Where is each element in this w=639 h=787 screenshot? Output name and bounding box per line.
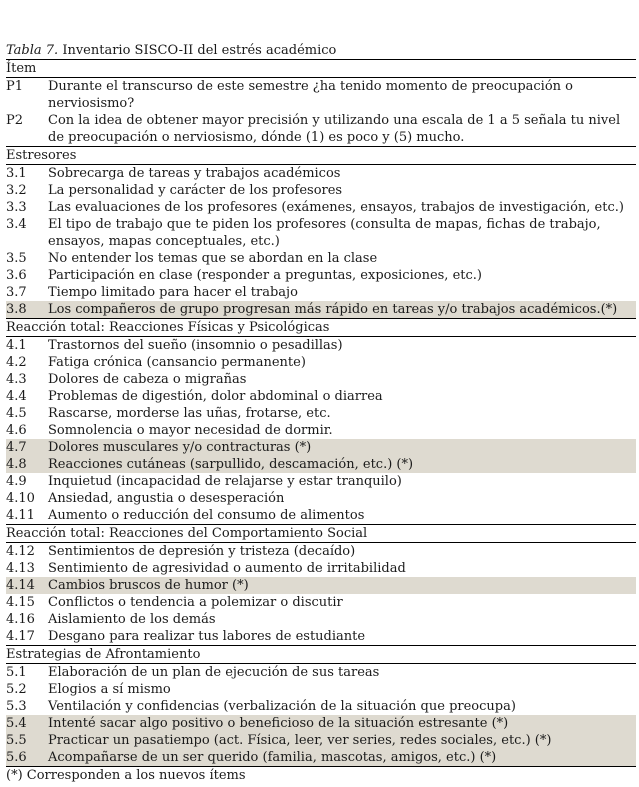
- item-text: Cambios bruscos de humor (*): [48, 578, 249, 593]
- table-caption: [6, 43, 636, 59]
- table-row: [6, 577, 636, 594]
- table-row: [6, 715, 636, 732]
- table-footnote: (*) Corresponden a los nuevos ítems: [6, 768, 246, 783]
- item-text: Sentimientos de depresión y tristeza (decaído): [48, 544, 356, 559]
- item-text: Intenté sacar algo positivo o beneficioso de la situación estresante (*): [48, 716, 509, 731]
- item-text: Fatiga crónica (cansancio permanente): [48, 355, 306, 370]
- item-text: Desgano para realizar tus labores de estudiante: [48, 629, 366, 644]
- item-number: 4.16: [6, 612, 35, 627]
- item-text: Practicar un pasatiempo (act. Física, leer, ver series, redes sociales, etc.) (*): [48, 733, 552, 748]
- section-heading: Estrategias de Afrontamiento: [6, 647, 201, 662]
- item-text: Conflictos o tendencia a polemizar o discutir: [48, 595, 343, 610]
- item-number: 5.5: [6, 733, 27, 748]
- item-text: Ansiedad, angustia o desesperación: [48, 491, 285, 506]
- item-number: 3.7: [6, 285, 27, 300]
- item-text: Elogios a sí mismo: [48, 682, 171, 697]
- item-number: 4.15: [6, 595, 35, 610]
- item-text: Las evaluaciones de los profesores (exámenes, ensayos, trabajos de investigación, etc.): [48, 200, 624, 215]
- item-number: 3.4: [6, 217, 27, 232]
- item-text: Rascarse, morderse las uñas, frotarse, etc.: [48, 406, 331, 421]
- table-row: [6, 422, 636, 439]
- table-row: [6, 749, 636, 766]
- table-row: [6, 507, 636, 524]
- item-number: 5.3: [6, 699, 27, 714]
- table-row: [6, 371, 636, 388]
- table-row: [6, 473, 636, 490]
- item-text: Sentimiento de agresividad o aumento de irritabilidad: [48, 561, 406, 576]
- table-row: [6, 78, 636, 112]
- table-row: [6, 267, 636, 284]
- table-row: [6, 284, 636, 301]
- item-number: 4.4: [6, 389, 27, 404]
- item-text: Dolores musculares y/o contracturas (*): [48, 440, 312, 455]
- table-row: [6, 681, 636, 698]
- item-text: Somnolencia o mayor necesidad de dormir.: [48, 423, 333, 438]
- item-number: 3.8: [6, 302, 27, 317]
- table-row: [6, 628, 636, 645]
- item-text: Dolores de cabeza o migrañas: [48, 372, 247, 387]
- caption-title: Inventario SISCO-II del estrés académico: [62, 43, 337, 58]
- item-number: 3.5: [6, 251, 27, 266]
- table-row: [6, 388, 636, 405]
- item-text: Inquietud (incapacidad de relajarse y estar tranquilo): [48, 474, 402, 489]
- table-row: [6, 250, 636, 267]
- table-row: [6, 199, 636, 216]
- table-row: [6, 490, 636, 507]
- item-text: Ventilación y confidencias (verbalización de la situación que preocupa): [48, 699, 516, 714]
- item-number: 3.6: [6, 268, 27, 283]
- item-text: Con la idea de obtener mayor precisión y utilizando una escala de 1 a 5 señala tu nivel de preocupación o nerviosismo, dónde (1) es poco y (5) mucho.: [48, 113, 621, 145]
- item-number: 4.10: [6, 491, 35, 506]
- table-row: [6, 611, 636, 628]
- section-heading: Ítem: [6, 61, 37, 76]
- table-row: [6, 594, 636, 611]
- item-number: 4.14: [6, 578, 35, 593]
- item-number: 5.1: [6, 665, 27, 680]
- table-row: [6, 456, 636, 473]
- item-number: 4.11: [6, 508, 35, 523]
- item-number: 4.3: [6, 372, 27, 387]
- table-row: [6, 560, 636, 577]
- table-row: [6, 543, 636, 560]
- section-heading: Reacción total: Reacciones Físicas y Psicológicas: [6, 320, 330, 335]
- table-row: [6, 664, 636, 681]
- table-row: [6, 439, 636, 456]
- item-number: 4.9: [6, 474, 27, 489]
- table-row: [6, 354, 636, 371]
- section-heading: Reacción total: Reacciones del Comportamiento Social: [6, 526, 368, 541]
- item-number: 4.17: [6, 629, 35, 644]
- item-text: Elaboración de un plan de ejecución de sus tareas: [48, 665, 380, 680]
- table-row: [6, 337, 636, 354]
- section-heading: Estresores: [6, 148, 77, 163]
- table-row: [6, 165, 636, 182]
- item-number: P2: [6, 113, 24, 128]
- item-text: Los compañeros de grupo progresan más rápido en tareas y/o trabajos académicos.(*): [48, 302, 618, 317]
- item-number: 4.12: [6, 544, 35, 559]
- table-row: [6, 112, 636, 146]
- table-row: [6, 732, 636, 749]
- item-number: P1: [6, 79, 24, 94]
- item-text: Acompañarse de un ser querido (familia, mascotas, amigos, etc.) (*): [48, 750, 497, 765]
- table-row: [6, 182, 636, 199]
- item-text: Aumento o reducción del consumo de alimentos: [48, 508, 365, 523]
- item-text: Tiempo limitado para hacer el trabajo: [48, 285, 298, 300]
- item-text: Aislamiento de los demás: [48, 612, 216, 627]
- item-text: La personalidad y carácter de los profesores: [48, 183, 343, 198]
- item-number: 4.5: [6, 406, 27, 421]
- item-number: 3.1: [6, 166, 27, 181]
- item-number: 5.4: [6, 716, 27, 731]
- item-number: 4.2: [6, 355, 27, 370]
- item-number: 3.2: [6, 183, 27, 198]
- item-number: 5.2: [6, 682, 27, 697]
- item-text: Durante el transcurso de este semestre ¿ha tenido momento de preocupación o nerviosismo?: [48, 79, 573, 111]
- item-text: Sobrecarga de tareas y trabajos académicos: [48, 166, 341, 181]
- item-text: Reacciones cutáneas (sarpullido, descamación, etc.) (*): [48, 457, 414, 472]
- table-row: [6, 216, 636, 250]
- item-text: Participación en clase (responder a preguntas, exposiciones, etc.): [48, 268, 482, 283]
- item-number: 4.8: [6, 457, 27, 472]
- item-number: 4.13: [6, 561, 35, 576]
- item-number: 4.1: [6, 338, 27, 353]
- item-text: No entender los temas que se abordan en la clase: [48, 251, 378, 266]
- caption-label: Tabla 7.: [6, 43, 59, 58]
- table-row: [6, 405, 636, 422]
- item-table: [6, 59, 636, 766]
- sisco-table-document: [6, 43, 636, 784]
- item-number: 4.7: [6, 440, 27, 455]
- table-row: [6, 698, 636, 715]
- table-row: [6, 301, 636, 318]
- item-text: Trastornos del sueño (insomnio o pesadillas): [48, 338, 343, 353]
- item-number: 3.3: [6, 200, 27, 215]
- item-number: 4.6: [6, 423, 27, 438]
- item-text: El tipo de trabajo que te piden los profesores (consulta de mapas, fichas de trabajo, ensayos, mapas conceptuales, etc.): [48, 217, 601, 249]
- item-text: Problemas de digestión, dolor abdominal o diarrea: [48, 389, 383, 404]
- item-number: 5.6: [6, 750, 27, 765]
